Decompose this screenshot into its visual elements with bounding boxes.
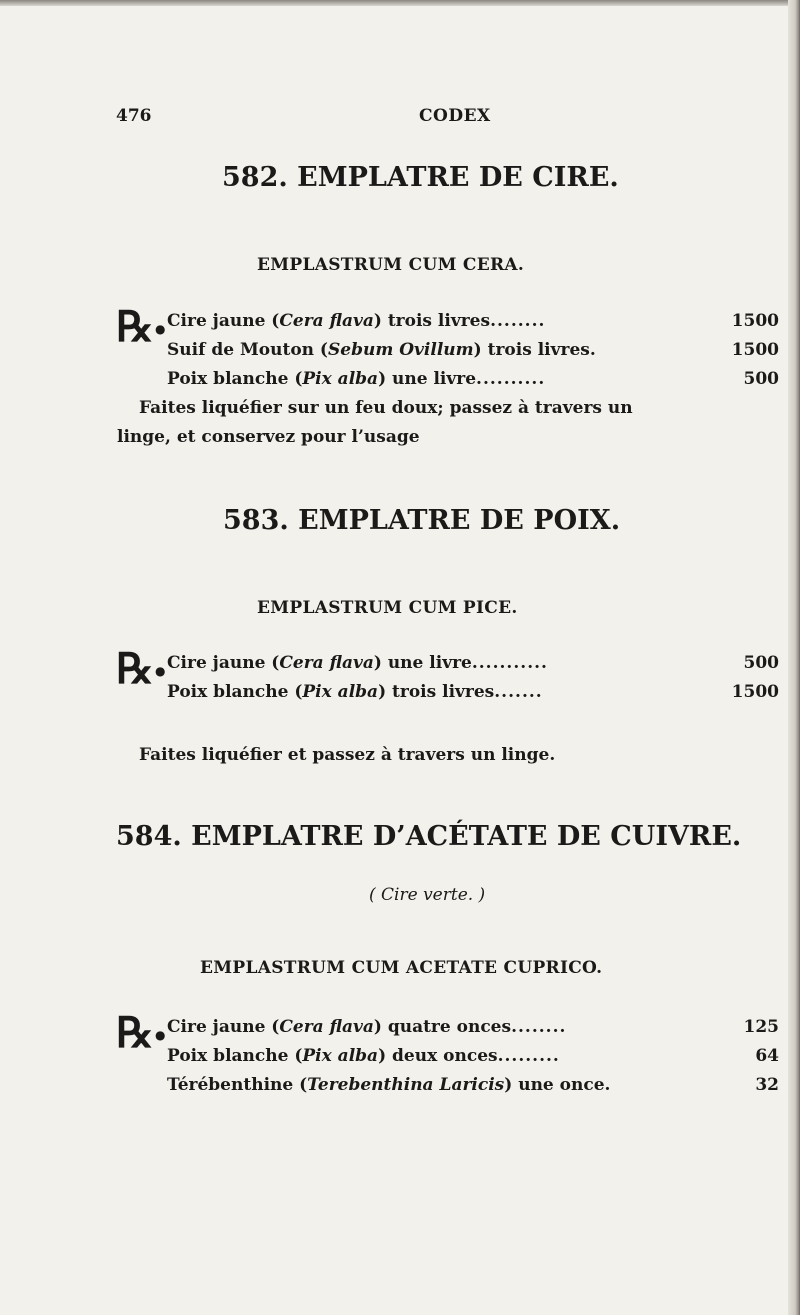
bullet-icon: ● <box>155 322 166 336</box>
ingredient-amount: ) quatre onces <box>373 1017 512 1037</box>
section-title: 584. EMPLATRE D’ACÉTATE DE CUIVRE. <box>116 821 742 852</box>
ingredient-quantity: 1500 <box>731 682 779 702</box>
ingredient-amount: ) deux onces <box>378 1046 498 1066</box>
section-latin-name: EMPLASTRUM CUM PICE. <box>257 598 518 618</box>
ingredient-quantity: 1500 <box>731 311 779 331</box>
leader-dots: ........ <box>511 1017 567 1037</box>
ingredient-row <box>167 311 779 339</box>
section-latin-name: EMPLASTRUM CUM ACETATE CUPRICO. <box>200 958 603 978</box>
ingredient-name: Suif de Mouton ( <box>167 340 328 360</box>
ingredient-latin: Cera flava <box>279 1017 374 1037</box>
ingredient-row <box>167 653 779 681</box>
ingredient-name: Térébenthine ( <box>167 1075 308 1095</box>
ingredient-quantity: 500 <box>743 369 779 389</box>
ingredient-row <box>167 682 779 710</box>
ingredient-latin: Pix alba <box>302 682 379 702</box>
leader-dots: ........... <box>471 653 548 673</box>
ingredient-name: Cire jaune ( <box>167 653 280 673</box>
ingredient-latin: Terebenthina Laricis <box>307 1075 505 1095</box>
instruction-line: Faites liquéfier sur un feu doux; passez à travers un <box>139 398 633 418</box>
ingredient-name: Poix blanche ( <box>167 682 303 702</box>
recipe-symbol: ℞ <box>116 644 154 693</box>
instruction-line: linge, et conservez pour l’usage <box>117 427 420 447</box>
page-number: 476 <box>116 106 152 126</box>
ingredient-quantity: 1500 <box>731 340 779 360</box>
ingredient-amount: ) trois livres <box>378 682 495 702</box>
running-title: CODEX <box>419 106 491 126</box>
page-edge-top <box>0 0 800 6</box>
ingredient-amount: ) trois livres <box>373 311 491 331</box>
ingredient-name: Poix blanche ( <box>167 369 303 389</box>
leader-dots: .......... <box>476 369 546 389</box>
section-title: 582. EMPLATRE DE CIRE. <box>222 162 619 193</box>
section-alt-name: ( Cire verte. ) <box>369 885 486 905</box>
ingredient-row <box>167 1017 779 1045</box>
ingredient-quantity: 32 <box>755 1075 779 1095</box>
section-title: 583. EMPLATRE DE POIX. <box>223 505 621 536</box>
ingredient-latin: Pix alba <box>302 1046 379 1066</box>
ingredient-row <box>167 1075 779 1103</box>
ingredient-row <box>167 369 779 397</box>
ingredient-name: Cire jaune ( <box>167 311 280 331</box>
ingredient-quantity: 500 <box>743 653 779 673</box>
page-header <box>116 106 778 134</box>
bullet-icon: ● <box>155 1028 166 1042</box>
leader-dots: ....... <box>494 682 543 702</box>
bullet-icon: ● <box>155 664 166 678</box>
ingredient-amount: ) une livre <box>378 369 477 389</box>
recipe-symbol: ℞ <box>116 1008 154 1057</box>
leader-dots: ......... <box>497 1046 560 1066</box>
page-edge-right <box>788 0 800 1315</box>
ingredient-amount: ) trois livres. <box>473 340 596 360</box>
ingredient-name: Cire jaune ( <box>167 1017 280 1037</box>
ingredient-name: Poix blanche ( <box>167 1046 303 1066</box>
ingredient-latin: Cera flava <box>279 311 374 331</box>
ingredient-quantity: 64 <box>755 1046 779 1066</box>
ingredient-amount: ) une once. <box>504 1075 611 1095</box>
ingredient-amount: ) une livre <box>373 653 472 673</box>
ingredient-row <box>167 1046 779 1074</box>
recipe-symbol: ℞ <box>116 302 154 351</box>
section-latin-name: EMPLASTRUM CUM CERA. <box>257 255 525 275</box>
ingredient-row <box>167 340 779 368</box>
instruction-line: Faites liquéfier et passez à travers un linge. <box>139 745 556 765</box>
ingredient-latin: Pix alba <box>302 369 379 389</box>
leader-dots: ........ <box>490 311 546 331</box>
ingredient-latin: Cera flava <box>279 653 374 673</box>
ingredient-quantity: 125 <box>743 1017 779 1037</box>
ingredient-latin: Sebum Ovillum <box>327 340 474 360</box>
